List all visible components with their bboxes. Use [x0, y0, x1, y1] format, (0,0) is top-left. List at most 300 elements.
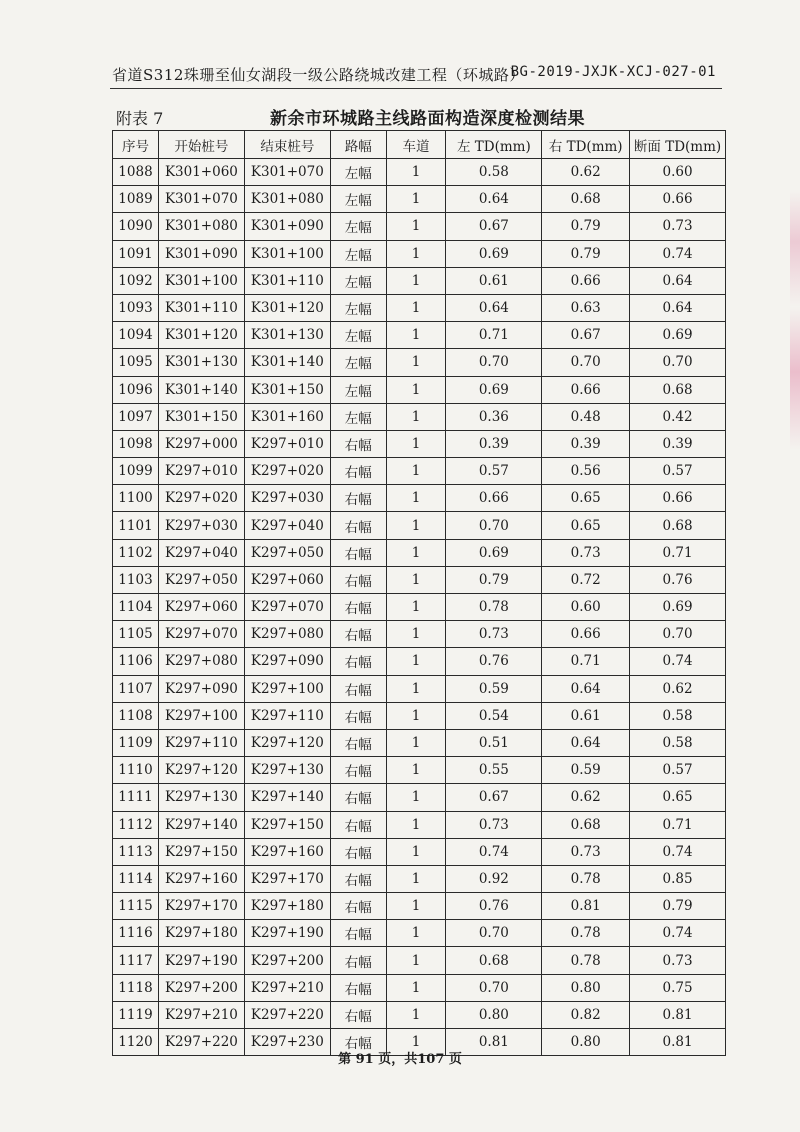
cell-start-station: K297+200 [158, 974, 244, 1001]
cell-start-station: K297+170 [158, 893, 244, 920]
cell-index: 1099 [113, 458, 159, 485]
cell-lane: 1 [386, 1029, 446, 1056]
cell-section-td: 0.39 [630, 430, 726, 457]
cell-lane: 1 [386, 566, 446, 593]
table-row [113, 349, 726, 376]
table-header-row [113, 131, 726, 159]
cell-index: 1104 [113, 594, 159, 621]
cell-carriageway: 左幅 [330, 403, 386, 430]
table-row [113, 784, 726, 811]
cell-left-td: 0.70 [446, 974, 542, 1001]
cell-lane: 1 [386, 947, 446, 974]
cell-start-station: K297+040 [158, 539, 244, 566]
cell-section-td: 0.68 [630, 376, 726, 403]
cell-end-station: K297+070 [244, 594, 330, 621]
cell-left-td: 0.81 [446, 1029, 542, 1056]
cell-right-td: 0.61 [542, 702, 630, 729]
cell-right-td: 0.48 [542, 403, 630, 430]
cell-lane: 1 [386, 648, 446, 675]
cell-left-td: 0.54 [446, 702, 542, 729]
cell-end-station: K301+130 [244, 322, 330, 349]
cell-lane: 1 [386, 376, 446, 403]
col-header-lane: 车道 [386, 131, 446, 159]
table-row [113, 458, 726, 485]
cell-end-station: K297+050 [244, 539, 330, 566]
cell-right-td: 0.82 [542, 1001, 630, 1028]
cell-left-td: 0.79 [446, 566, 542, 593]
cell-start-station: K297+070 [158, 621, 244, 648]
cell-carriageway: 右幅 [330, 675, 386, 702]
cell-right-td: 0.59 [542, 757, 630, 784]
cell-start-station: K301+130 [158, 349, 244, 376]
cell-lane: 1 [386, 458, 446, 485]
cell-index: 1120 [113, 1029, 159, 1056]
table-row [113, 1001, 726, 1028]
cell-carriageway: 左幅 [330, 186, 386, 213]
table-row [113, 675, 726, 702]
cell-lane: 1 [386, 757, 446, 784]
cell-end-station: K301+140 [244, 349, 330, 376]
table-row [113, 213, 726, 240]
cell-end-station: K297+230 [244, 1029, 330, 1056]
cell-right-td: 0.79 [542, 213, 630, 240]
cell-end-station: K297+220 [244, 1001, 330, 1028]
cell-start-station: K297+050 [158, 566, 244, 593]
table-row [113, 294, 726, 321]
cell-end-station: K297+010 [244, 430, 330, 457]
cell-left-td: 0.73 [446, 621, 542, 648]
cell-left-td: 0.58 [446, 159, 542, 186]
cell-carriageway: 右幅 [330, 566, 386, 593]
cell-section-td: 0.74 [630, 838, 726, 865]
cell-start-station: K297+010 [158, 458, 244, 485]
table-row [113, 757, 726, 784]
cell-start-station: K297+160 [158, 865, 244, 892]
cell-lane: 1 [386, 621, 446, 648]
cell-left-td: 0.67 [446, 213, 542, 240]
cell-left-td: 0.59 [446, 675, 542, 702]
cell-end-station: K297+210 [244, 974, 330, 1001]
cell-right-td: 0.62 [542, 159, 630, 186]
cell-index: 1088 [113, 159, 159, 186]
cell-start-station: K297+030 [158, 512, 244, 539]
cell-end-station: K301+070 [244, 159, 330, 186]
cell-left-td: 0.64 [446, 186, 542, 213]
table-row [113, 947, 726, 974]
cell-right-td: 0.72 [542, 566, 630, 593]
cell-section-td: 0.74 [630, 648, 726, 675]
col-header-start-station: 开始桩号 [158, 131, 244, 159]
cell-end-station: K301+150 [244, 376, 330, 403]
cell-left-td: 0.71 [446, 322, 542, 349]
cell-section-td: 0.58 [630, 729, 726, 756]
cell-end-station: K301+160 [244, 403, 330, 430]
cell-lane: 1 [386, 512, 446, 539]
cell-index: 1106 [113, 648, 159, 675]
cell-lane: 1 [386, 811, 446, 838]
cell-index: 1117 [113, 947, 159, 974]
cell-right-td: 0.78 [542, 947, 630, 974]
cell-right-td: 0.67 [542, 322, 630, 349]
cell-index: 1102 [113, 539, 159, 566]
cell-carriageway: 右幅 [330, 702, 386, 729]
cell-carriageway: 右幅 [330, 430, 386, 457]
cell-right-td: 0.64 [542, 729, 630, 756]
cell-right-td: 0.78 [542, 920, 630, 947]
cell-end-station: K301+100 [244, 240, 330, 267]
cell-section-td: 0.65 [630, 784, 726, 811]
cell-lane: 1 [386, 729, 446, 756]
cell-start-station: K301+070 [158, 186, 244, 213]
report-code: BG-2019-JXJK-XCJ-027-01 [510, 64, 716, 80]
cell-index: 1108 [113, 702, 159, 729]
cell-lane: 1 [386, 322, 446, 349]
cell-lane: 1 [386, 349, 446, 376]
cell-lane: 1 [386, 784, 446, 811]
cell-start-station: K297+210 [158, 1001, 244, 1028]
cell-start-station: K301+060 [158, 159, 244, 186]
cell-section-td: 0.42 [630, 403, 726, 430]
cell-end-station: K301+080 [244, 186, 330, 213]
cell-end-station: K301+110 [244, 267, 330, 294]
cell-carriageway: 右幅 [330, 1029, 386, 1056]
cell-lane: 1 [386, 213, 446, 240]
cell-start-station: K301+150 [158, 403, 244, 430]
cell-lane: 1 [386, 1001, 446, 1028]
col-header-right-td: 右 TD(mm) [542, 131, 630, 159]
table-body [113, 159, 726, 1056]
table-row [113, 403, 726, 430]
cell-section-td: 0.68 [630, 512, 726, 539]
cell-index: 1114 [113, 865, 159, 892]
cell-end-station: K297+060 [244, 566, 330, 593]
cell-lane: 1 [386, 893, 446, 920]
cell-left-td: 0.70 [446, 920, 542, 947]
cell-end-station: K297+130 [244, 757, 330, 784]
table-row [113, 893, 726, 920]
cell-start-station: K297+150 [158, 838, 244, 865]
cell-section-td: 0.81 [630, 1029, 726, 1056]
cell-end-station: K297+080 [244, 621, 330, 648]
col-header-end-station: 结束桩号 [244, 131, 330, 159]
cell-start-station: K297+000 [158, 430, 244, 457]
col-header-carriageway: 路幅 [330, 131, 386, 159]
cell-lane: 1 [386, 675, 446, 702]
cell-left-td: 0.92 [446, 865, 542, 892]
cell-index: 1119 [113, 1001, 159, 1028]
cell-start-station: K301+140 [158, 376, 244, 403]
header-divider [110, 88, 722, 89]
cell-index: 1091 [113, 240, 159, 267]
cell-left-td: 0.73 [446, 811, 542, 838]
cell-left-td: 0.69 [446, 376, 542, 403]
cell-left-td: 0.70 [446, 349, 542, 376]
cell-section-td: 0.64 [630, 267, 726, 294]
cell-index: 1094 [113, 322, 159, 349]
cell-end-station: K297+190 [244, 920, 330, 947]
cell-right-td: 0.39 [542, 430, 630, 457]
cell-right-td: 0.80 [542, 1029, 630, 1056]
cell-right-td: 0.66 [542, 376, 630, 403]
cell-left-td: 0.80 [446, 1001, 542, 1028]
col-header-index: 序号 [113, 131, 159, 159]
cell-index: 1103 [113, 566, 159, 593]
table-row [113, 430, 726, 457]
project-title: 省道S312珠珊至仙女湖段一级公路绕城改建工程（环城路） [112, 66, 525, 84]
cell-index: 1107 [113, 675, 159, 702]
cell-carriageway: 右幅 [330, 838, 386, 865]
cell-end-station: K297+170 [244, 865, 330, 892]
appendix-label: 附表 7 [116, 109, 164, 128]
cell-end-station: K297+030 [244, 485, 330, 512]
cell-right-td: 0.81 [542, 893, 630, 920]
cell-right-td: 0.73 [542, 539, 630, 566]
cell-lane: 1 [386, 865, 446, 892]
cell-section-td: 0.66 [630, 186, 726, 213]
cell-left-td: 0.36 [446, 403, 542, 430]
cell-index: 1113 [113, 838, 159, 865]
cell-lane: 1 [386, 403, 446, 430]
page-number: 第 91 页，共107 页 [338, 1052, 462, 1067]
cell-section-td: 0.60 [630, 159, 726, 186]
cell-left-td: 0.66 [446, 485, 542, 512]
cell-left-td: 0.76 [446, 893, 542, 920]
cell-carriageway: 右幅 [330, 485, 386, 512]
cell-start-station: K297+020 [158, 485, 244, 512]
cell-left-td: 0.70 [446, 512, 542, 539]
cell-left-td: 0.55 [446, 757, 542, 784]
table-row [113, 566, 726, 593]
cell-carriageway: 右幅 [330, 811, 386, 838]
cell-index: 1098 [113, 430, 159, 457]
cell-index: 1101 [113, 512, 159, 539]
cell-start-station: K297+190 [158, 947, 244, 974]
cell-section-td: 0.74 [630, 920, 726, 947]
cell-index: 1116 [113, 920, 159, 947]
cell-index: 1118 [113, 974, 159, 1001]
cell-carriageway: 右幅 [330, 920, 386, 947]
cell-right-td: 0.71 [542, 648, 630, 675]
cell-right-td: 0.79 [542, 240, 630, 267]
col-header-left-td: 左 TD(mm) [446, 131, 542, 159]
cell-start-station: K297+120 [158, 757, 244, 784]
cell-start-station: K297+080 [158, 648, 244, 675]
cell-index: 1095 [113, 349, 159, 376]
cell-section-td: 0.79 [630, 893, 726, 920]
cell-index: 1092 [113, 267, 159, 294]
cell-carriageway: 右幅 [330, 1001, 386, 1028]
cell-start-station: K301+100 [158, 267, 244, 294]
cell-end-station: K297+200 [244, 947, 330, 974]
cell-section-td: 0.85 [630, 865, 726, 892]
cell-carriageway: 右幅 [330, 729, 386, 756]
table-row [113, 702, 726, 729]
cell-carriageway: 左幅 [330, 159, 386, 186]
table-row [113, 322, 726, 349]
cell-carriageway: 左幅 [330, 213, 386, 240]
cell-index: 1105 [113, 621, 159, 648]
table-title: 新余市环城路主线路面构造深度检测结果 [270, 109, 585, 129]
cell-end-station: K297+040 [244, 512, 330, 539]
cell-carriageway: 左幅 [330, 240, 386, 267]
cell-right-td: 0.68 [542, 186, 630, 213]
cell-index: 1111 [113, 784, 159, 811]
cell-index: 1097 [113, 403, 159, 430]
cell-end-station: K297+150 [244, 811, 330, 838]
cell-section-td: 0.75 [630, 974, 726, 1001]
cell-carriageway: 右幅 [330, 458, 386, 485]
cell-section-td: 0.70 [630, 621, 726, 648]
cell-carriageway: 右幅 [330, 865, 386, 892]
cell-right-td: 0.62 [542, 784, 630, 811]
cell-end-station: K297+140 [244, 784, 330, 811]
cell-left-td: 0.57 [446, 458, 542, 485]
table-row [113, 594, 726, 621]
table-row [113, 539, 726, 566]
cell-carriageway: 左幅 [330, 322, 386, 349]
cell-end-station: K297+160 [244, 838, 330, 865]
cell-start-station: K297+220 [158, 1029, 244, 1056]
cell-index: 1110 [113, 757, 159, 784]
col-header-section-td: 断面 TD(mm) [630, 131, 726, 159]
table-row [113, 648, 726, 675]
cell-index: 1093 [113, 294, 159, 321]
cell-index: 1100 [113, 485, 159, 512]
table-row [113, 811, 726, 838]
cell-left-td: 0.51 [446, 729, 542, 756]
cell-end-station: K297+120 [244, 729, 330, 756]
cell-start-station: K297+140 [158, 811, 244, 838]
cell-section-td: 0.57 [630, 458, 726, 485]
cell-right-td: 0.66 [542, 621, 630, 648]
cell-start-station: K297+100 [158, 702, 244, 729]
cell-right-td: 0.73 [542, 838, 630, 865]
cell-section-td: 0.73 [630, 947, 726, 974]
cell-start-station: K297+130 [158, 784, 244, 811]
cell-carriageway: 右幅 [330, 648, 386, 675]
cell-right-td: 0.60 [542, 594, 630, 621]
cell-right-td: 0.68 [542, 811, 630, 838]
cell-right-td: 0.66 [542, 267, 630, 294]
cell-index: 1112 [113, 811, 159, 838]
cell-start-station: K297+090 [158, 675, 244, 702]
cell-carriageway: 右幅 [330, 539, 386, 566]
cell-left-td: 0.74 [446, 838, 542, 865]
cell-end-station: K297+100 [244, 675, 330, 702]
cell-right-td: 0.63 [542, 294, 630, 321]
cell-start-station: K297+060 [158, 594, 244, 621]
cell-carriageway: 右幅 [330, 974, 386, 1001]
cell-start-station: K301+110 [158, 294, 244, 321]
stamp-edge-mark [790, 190, 800, 450]
cell-left-td: 0.39 [446, 430, 542, 457]
cell-start-station: K297+180 [158, 920, 244, 947]
cell-start-station: K301+090 [158, 240, 244, 267]
table-row [113, 920, 726, 947]
cell-carriageway: 右幅 [330, 621, 386, 648]
table-row [113, 621, 726, 648]
cell-carriageway: 右幅 [330, 757, 386, 784]
cell-left-td: 0.78 [446, 594, 542, 621]
cell-lane: 1 [386, 430, 446, 457]
cell-section-td: 0.64 [630, 294, 726, 321]
cell-left-td: 0.69 [446, 539, 542, 566]
cell-right-td: 0.64 [542, 675, 630, 702]
cell-section-td: 0.69 [630, 594, 726, 621]
table-row [113, 267, 726, 294]
table-row [113, 512, 726, 539]
cell-carriageway: 右幅 [330, 594, 386, 621]
cell-left-td: 0.76 [446, 648, 542, 675]
cell-index: 1115 [113, 893, 159, 920]
cell-lane: 1 [386, 186, 446, 213]
cell-lane: 1 [386, 594, 446, 621]
cell-carriageway: 左幅 [330, 349, 386, 376]
cell-right-td: 0.65 [542, 512, 630, 539]
cell-section-td: 0.70 [630, 349, 726, 376]
cell-lane: 1 [386, 294, 446, 321]
cell-left-td: 0.69 [446, 240, 542, 267]
table-row [113, 159, 726, 186]
cell-lane: 1 [386, 159, 446, 186]
cell-left-td: 0.68 [446, 947, 542, 974]
cell-carriageway: 左幅 [330, 376, 386, 403]
cell-end-station: K297+090 [244, 648, 330, 675]
cell-index: 1089 [113, 186, 159, 213]
cell-lane: 1 [386, 485, 446, 512]
cell-right-td: 0.56 [542, 458, 630, 485]
cell-left-td: 0.61 [446, 267, 542, 294]
cell-lane: 1 [386, 267, 446, 294]
cell-right-td: 0.78 [542, 865, 630, 892]
cell-start-station: K301+080 [158, 213, 244, 240]
cell-section-td: 0.81 [630, 1001, 726, 1028]
cell-left-td: 0.64 [446, 294, 542, 321]
cell-section-td: 0.71 [630, 811, 726, 838]
cell-right-td: 0.70 [542, 349, 630, 376]
cell-section-td: 0.58 [630, 702, 726, 729]
cell-carriageway: 左幅 [330, 267, 386, 294]
cell-lane: 1 [386, 702, 446, 729]
table-row [113, 974, 726, 1001]
cell-end-station: K297+020 [244, 458, 330, 485]
cell-section-td: 0.71 [630, 539, 726, 566]
cell-start-station: K297+110 [158, 729, 244, 756]
cell-left-td: 0.67 [446, 784, 542, 811]
cell-end-station: K297+110 [244, 702, 330, 729]
table-row [113, 865, 726, 892]
cell-lane: 1 [386, 838, 446, 865]
table-row [113, 376, 726, 403]
cell-carriageway: 右幅 [330, 784, 386, 811]
cell-start-station: K301+120 [158, 322, 244, 349]
cell-section-td: 0.76 [630, 566, 726, 593]
cell-right-td: 0.80 [542, 974, 630, 1001]
cell-lane: 1 [386, 539, 446, 566]
table-row [113, 729, 726, 756]
cell-carriageway: 右幅 [330, 512, 386, 539]
table-row [113, 485, 726, 512]
cell-section-td: 0.74 [630, 240, 726, 267]
cell-lane: 1 [386, 920, 446, 947]
table-row [113, 240, 726, 267]
cell-section-td: 0.57 [630, 757, 726, 784]
table-row [113, 838, 726, 865]
cell-end-station: K297+180 [244, 893, 330, 920]
cell-end-station: K301+090 [244, 213, 330, 240]
cell-index: 1109 [113, 729, 159, 756]
results-table [112, 130, 726, 1056]
